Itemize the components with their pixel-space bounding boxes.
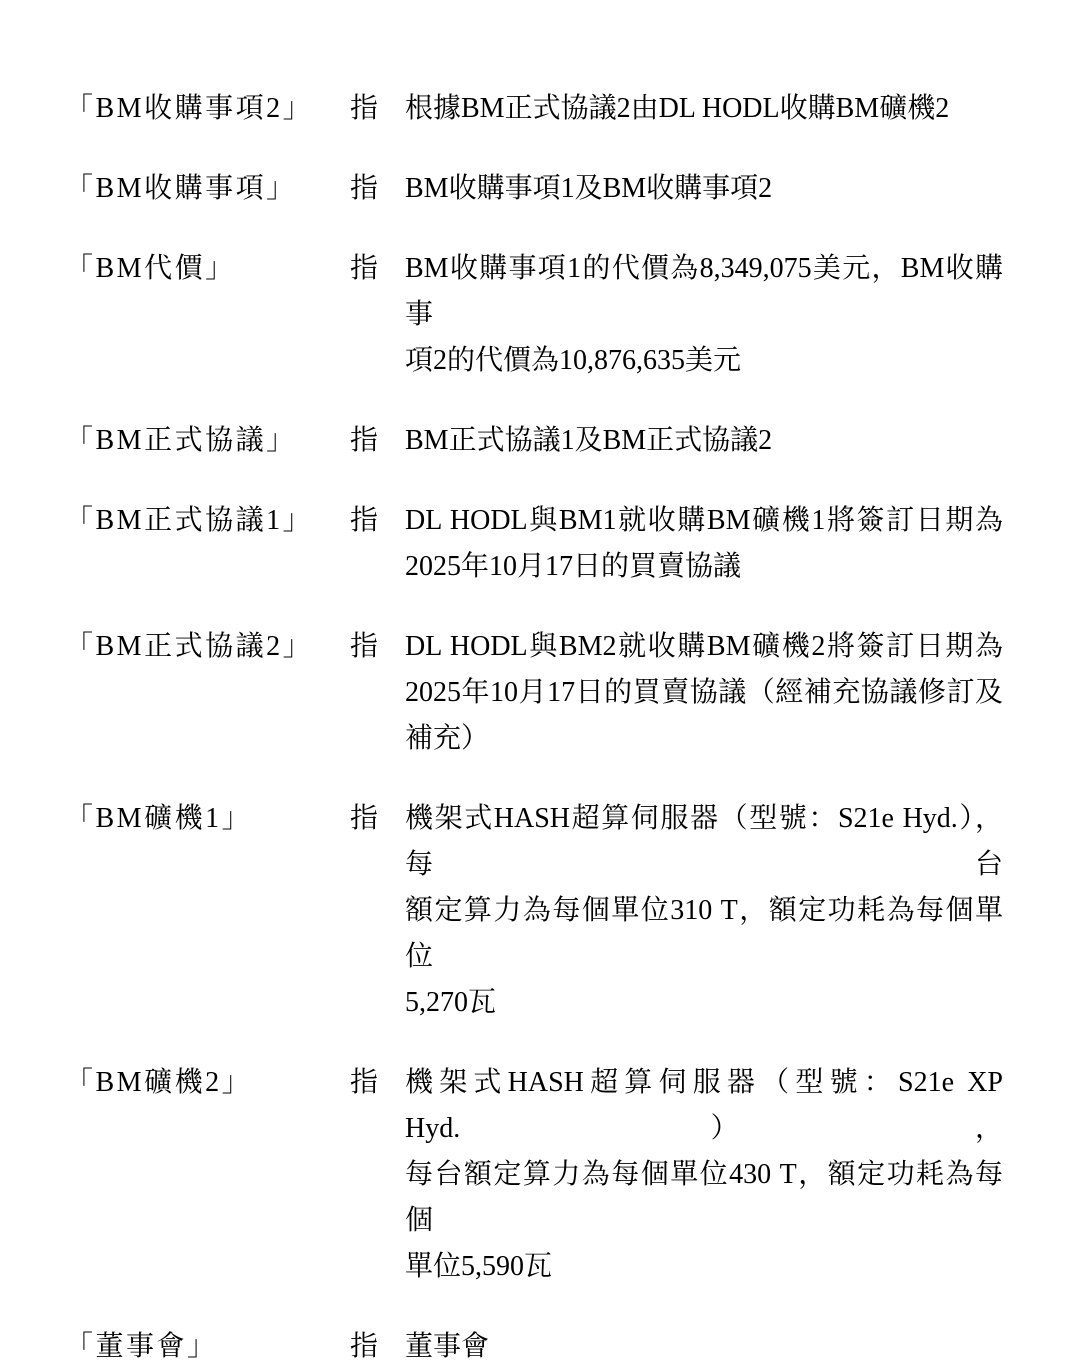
- definition-text: [405, 1324, 1003, 1370]
- definition-line: BM正式協議1及BM正式協議2: [405, 425, 773, 456]
- term-label: 「BM收購事項」: [65, 173, 297, 204]
- definition-line: 機架式HASH超算伺服器（型號：S21e XP Hyd.），: [405, 1067, 1003, 1144]
- definition-entry-bm-acquisitions: [65, 166, 1003, 212]
- term-label: 「BM礦機2」: [65, 1067, 253, 1098]
- definition-text: [405, 498, 1003, 590]
- term-label: 「BM正式協議1」: [65, 505, 314, 536]
- definition-entry-board: [65, 1324, 1003, 1370]
- definition-text: [405, 86, 1003, 132]
- definition-text: [405, 246, 1003, 384]
- definition-line: 5,270瓦: [405, 987, 497, 1018]
- definition-line: 項2的代價為10,876,635美元: [405, 345, 742, 376]
- definition-line: DL HODL與BM2就收購BM礦機2將簽訂日期為: [405, 631, 1003, 662]
- term-label: 「BM正式協議」: [65, 425, 297, 456]
- definition-line: DL HODL與BM1就收購BM礦機1將簽訂日期為: [405, 505, 1003, 536]
- definition-line: 單位5,590瓦: [405, 1251, 553, 1282]
- means-label: 指: [350, 1331, 379, 1362]
- definition-line: 每台額定算力為每個單位430 T，額定功耗為每個: [405, 1159, 1003, 1236]
- means-label: 指: [350, 505, 379, 536]
- definition-line: 額定算力為每個單位310 T，額定功耗為每個單位: [405, 895, 1003, 972]
- definition-text: [405, 418, 1003, 464]
- means-label: 指: [350, 93, 379, 124]
- definition-text: [405, 166, 1003, 212]
- definition-line: 2025年10月17日的買賣協議（經補充協議修訂及: [405, 677, 1003, 708]
- definition-entry-bm-formal-agreement-2: [65, 624, 1003, 762]
- definition-entry-bm-formal-agreement-1: [65, 498, 1003, 590]
- definition-line: BM收購事項1的代價為8,349,075美元，BM收購事: [405, 253, 1003, 330]
- means-label: 指: [350, 173, 379, 204]
- definition-line: 機架式HASH超算伺服器（型號：S21e Hyd.），每台: [405, 803, 1003, 880]
- definition-entry-bm-acquisition-2: [65, 86, 1003, 132]
- definition-line: 2025年10月17日的買賣協議: [405, 551, 742, 582]
- definition-text: [405, 624, 1003, 762]
- means-label: 指: [350, 803, 379, 834]
- term-label: 「BM收購事項2」: [65, 93, 314, 124]
- definition-entry-bm-formal-agreements: [65, 418, 1003, 464]
- means-label: 指: [350, 631, 379, 662]
- definition-text: [405, 1060, 1003, 1290]
- means-label: 指: [350, 1067, 379, 1098]
- definition-line: 董事會: [405, 1331, 490, 1362]
- definition-line: 補充）: [405, 723, 490, 754]
- means-label: 指: [350, 253, 379, 284]
- definition-line: 根據BM正式協議2由DL HODL收購BM礦機2: [405, 93, 950, 124]
- definition-entry-bm-miner-2: [65, 1060, 1003, 1290]
- definition-entry-bm-miner-1: [65, 796, 1003, 1026]
- means-label: 指: [350, 425, 379, 456]
- definition-line: BM收購事項1及BM收購事項2: [405, 173, 773, 204]
- definition-entry-bm-consideration: [65, 246, 1003, 384]
- term-label: 「董事會」: [65, 1331, 218, 1362]
- term-label: 「BM礦機1」: [65, 803, 253, 834]
- term-label: 「BM正式協議2」: [65, 631, 314, 662]
- term-label: 「BM代價」: [65, 253, 236, 284]
- definition-text: [405, 796, 1003, 1026]
